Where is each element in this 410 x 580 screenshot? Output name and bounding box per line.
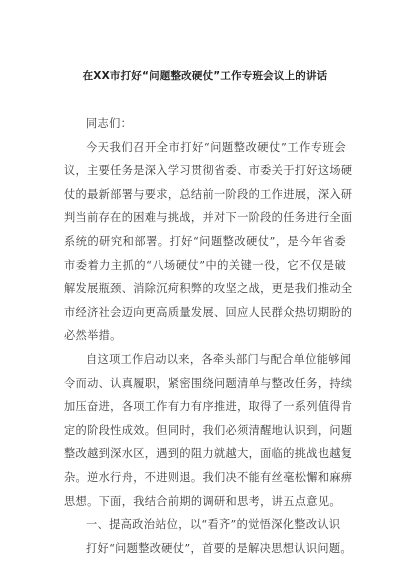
text-line: 自这项工作启动以来，各牵头部门与配合单位能够闻 [86, 352, 352, 366]
text-line: 判当前存在的困难与挑战，并对下一阶段的任务进行全面 [64, 211, 353, 225]
text-line: 必然举措。 [64, 329, 122, 343]
text-line: 思想。下面，我结合前期的调研和思考，讲五点意见。 [64, 494, 341, 508]
text-line: 系统的研究和部署。打好“问题整改硬仗”，是今年省委 [64, 234, 346, 248]
greeting: 同志们： [86, 117, 133, 130]
text-line: 解发展瓶颈、消除沉疴积弊的攻坚之战，更是我们推动全 [64, 282, 353, 296]
document-body [64, 112, 353, 560]
text-line: 议，主要任务是深入学习贯彻省委、市委关于打好这场硬 [64, 164, 353, 178]
text-line: 打好“问题整改硬仗”，首要的是解决思想认识问题。 [86, 541, 352, 555]
text-line: 定的阶段性成效。但同时，我们必须清醒地认识到，问题 [64, 423, 353, 437]
text-line: 加压奋进，各项工作有力有序推进，取得了一系列值得肯 [64, 400, 353, 414]
document-title: 在XX市打好“问题整改硬仗”工作专班会议上的讲话 [82, 70, 328, 82]
text-line: 市委着力主抓的“八场硬仗”中的关键一役，它不仅是破 [64, 258, 346, 272]
text-line: 整改越到深水区，遇到的阻力就越大，面临的挑战也越复 [64, 447, 353, 461]
text-line: 今天我们召开全市打好“问题整改硬仗”工作专班会 [86, 140, 346, 154]
text-line: 仗的最新部署与要求，总结前一阶段的工作进展，深入研 [64, 187, 353, 201]
text-line: 市经济社会迈向更高质量发展、回应人民群众热切期盼的 [64, 305, 353, 319]
text-line: 杂。逆水行舟，不进则退。我们决不能有丝毫松懈和麻痹 [64, 470, 353, 484]
text-line: 一、提高政治站位，以“看齐”的觉悟深化整改认识 [86, 518, 341, 532]
paragraph-lines [64, 136, 353, 561]
text-line: 令而动、认真履职，紧密围绕问题清单与整改任务，持续 [64, 376, 353, 390]
